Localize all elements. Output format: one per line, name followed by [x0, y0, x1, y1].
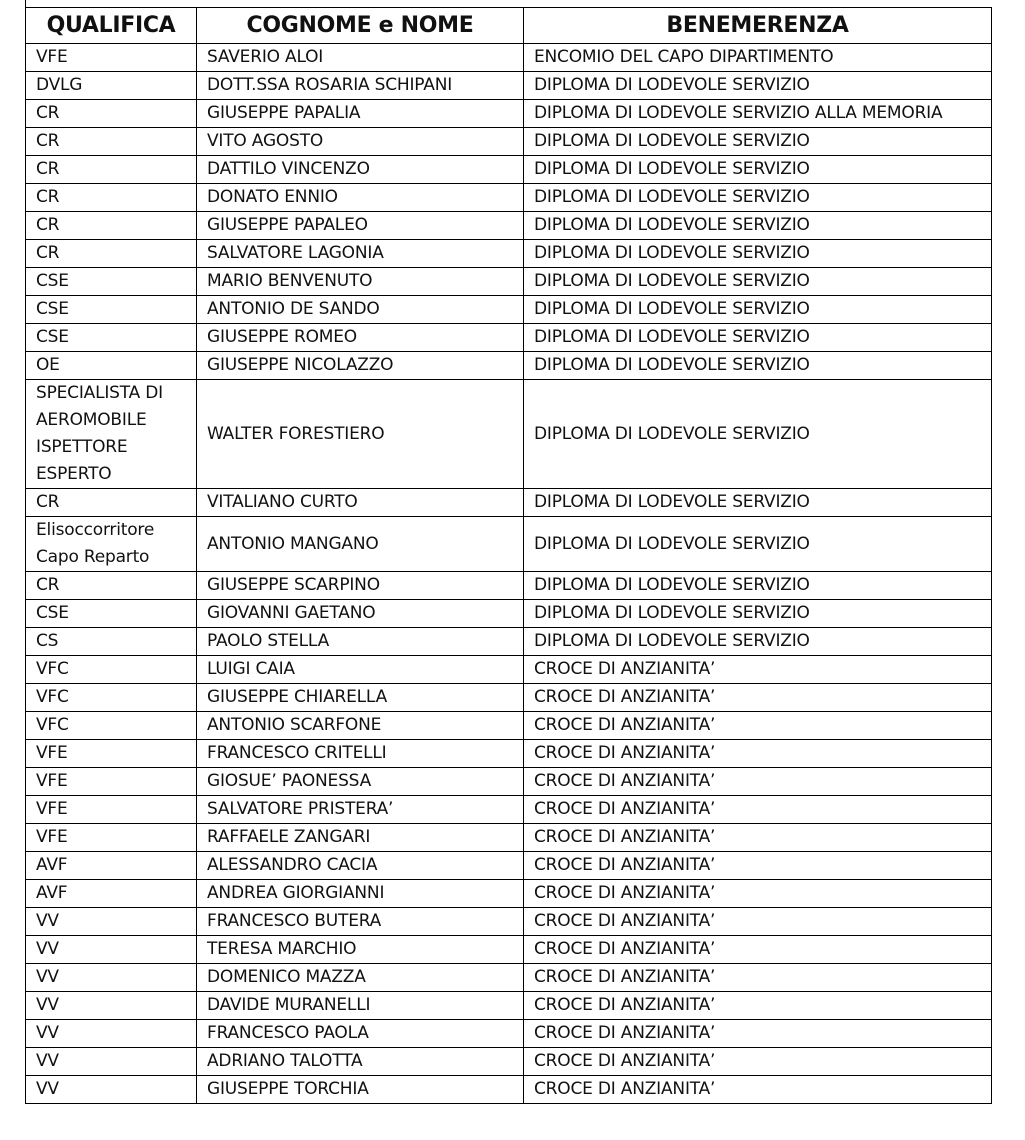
qualifica-cell: CR — [26, 156, 197, 184]
table-row — [26, 796, 992, 824]
benemerenza-cell: CROCE DI ANZIANITA’ — [524, 1048, 992, 1076]
qualifica-cell: VV — [26, 964, 197, 992]
table-row — [26, 212, 992, 240]
table-row — [26, 44, 992, 72]
table-row — [26, 1020, 992, 1048]
table-row — [26, 184, 992, 212]
qualifica-cell: VV — [26, 908, 197, 936]
table-row — [26, 656, 992, 684]
table-row — [26, 100, 992, 128]
name-cell: GIUSEPPE TORCHIA — [197, 1076, 524, 1104]
benemerenza-cell: CROCE DI ANZIANITA’ — [524, 1020, 992, 1048]
name-cell: GIUSEPPE PAPALIA — [197, 100, 524, 128]
name-cell: ADRIANO TALOTTA — [197, 1048, 524, 1076]
qualifica-cell: VV — [26, 1076, 197, 1104]
name-cell: ANTONIO SCARFONE — [197, 712, 524, 740]
table-row — [26, 324, 992, 352]
name-cell: ALESSANDRO CACIA — [197, 852, 524, 880]
benemerenza-cell: DIPLOMA DI LODEVOLE SERVIZIO — [524, 184, 992, 212]
table-row — [26, 712, 992, 740]
header-cognome-nome: COGNOME e NOME — [197, 8, 524, 44]
name-cell: SAVERIO ALOI — [197, 44, 524, 72]
qualifica-cell: CSE — [26, 324, 197, 352]
table-row — [26, 684, 992, 712]
table-row — [26, 992, 992, 1020]
name-cell: ANTONIO DE SANDO — [197, 296, 524, 324]
benemerenza-cell: CROCE DI ANZIANITA’ — [524, 740, 992, 768]
name-cell: DAVIDE MURANELLI — [197, 992, 524, 1020]
benemerenza-cell: CROCE DI ANZIANITA’ — [524, 684, 992, 712]
table-row — [26, 964, 992, 992]
benemerenza-cell: DIPLOMA DI LODEVOLE SERVIZIO — [524, 600, 992, 628]
table-row — [26, 768, 992, 796]
qualifica-cell: VFC — [26, 684, 197, 712]
qualifica-cell: CR — [26, 489, 197, 517]
qualifica-cell: CSE — [26, 600, 197, 628]
name-cell: DOTT.SSA ROSARIA SCHIPANI — [197, 72, 524, 100]
name-cell: DATTILO VINCENZO — [197, 156, 524, 184]
name-cell: FRANCESCO BUTERA — [197, 908, 524, 936]
benemerenza-cell: CROCE DI ANZIANITA’ — [524, 656, 992, 684]
benemerenza-cell: CROCE DI ANZIANITA’ — [524, 768, 992, 796]
name-cell: RAFFAELE ZANGARI — [197, 824, 524, 852]
qualifica-cell: VV — [26, 1048, 197, 1076]
qualifica-cell: VV — [26, 1020, 197, 1048]
name-cell: SALVATORE PRISTERA’ — [197, 796, 524, 824]
benemerenza-cell: DIPLOMA DI LODEVOLE SERVIZIO — [524, 296, 992, 324]
benemerenza-cell: CROCE DI ANZIANITA’ — [524, 992, 992, 1020]
benemerenza-cell: DIPLOMA DI LODEVOLE SERVIZIO — [524, 628, 992, 656]
benemerenza-cell: DIPLOMA DI LODEVOLE SERVIZIO — [524, 240, 992, 268]
table-row — [26, 880, 992, 908]
benemerenza-cell: DIPLOMA DI LODEVOLE SERVIZIO — [524, 572, 992, 600]
name-cell: FRANCESCO PAOLA — [197, 1020, 524, 1048]
benemerenza-cell: DIPLOMA DI LODEVOLE SERVIZIO — [524, 156, 992, 184]
qualifica-cell: VFE — [26, 768, 197, 796]
name-cell: DONATO ENNIO — [197, 184, 524, 212]
table-row — [26, 296, 992, 324]
qualifica-cell: VV — [26, 936, 197, 964]
qualifica-cell: CR — [26, 572, 197, 600]
benemerenza-cell: DIPLOMA DI LODEVOLE SERVIZIO — [524, 268, 992, 296]
table-row — [26, 824, 992, 852]
name-cell: GIOVANNI GAETANO — [197, 600, 524, 628]
table-row — [26, 628, 992, 656]
qualifica-cell: VFE — [26, 824, 197, 852]
qualifica-cell: VV — [26, 992, 197, 1020]
benemerenza-cell: DIPLOMA DI LODEVOLE SERVIZIO — [524, 324, 992, 352]
benemerenza-cell: CROCE DI ANZIANITA’ — [524, 1076, 992, 1104]
benemerenza-cell: DIPLOMA DI LODEVOLE SERVIZIO — [524, 72, 992, 100]
header-qualifica: QUALIFICA — [26, 8, 197, 44]
qualifica-cell: VFC — [26, 656, 197, 684]
name-cell: GIOSUE’ PAONESSA — [197, 768, 524, 796]
qualifica-cell: OE — [26, 352, 197, 380]
benemerenza-cell: CROCE DI ANZIANITA’ — [524, 796, 992, 824]
name-cell: TERESA MARCHIO — [197, 936, 524, 964]
table-row — [26, 852, 992, 880]
qualifica-cell: VFE — [26, 44, 197, 72]
qualifica-cell: Elisoccorritore Capo Reparto — [26, 517, 197, 572]
table-row — [26, 72, 992, 100]
qualifica-cell: CR — [26, 184, 197, 212]
name-cell: MARIO BENVENUTO — [197, 268, 524, 296]
qualifica-cell: CR — [26, 212, 197, 240]
table-row — [26, 268, 992, 296]
table-row — [26, 156, 992, 184]
name-cell: WALTER FORESTIERO — [197, 380, 524, 489]
table-row — [26, 1076, 992, 1104]
name-cell: PAOLO STELLA — [197, 628, 524, 656]
name-cell: VITALIANO CURTO — [197, 489, 524, 517]
table-row — [26, 489, 992, 517]
qualifica-cell: SPECIALISTA DI AEROMOBILE ISPETTORE ESPERTO — [26, 380, 197, 489]
name-cell: FRANCESCO CRITELLI — [197, 740, 524, 768]
table-row — [26, 1048, 992, 1076]
benemerenza-cell: CROCE DI ANZIANITA’ — [524, 880, 992, 908]
qualifica-cell: CR — [26, 100, 197, 128]
table-row — [26, 572, 992, 600]
qualifica-cell: DVLG — [26, 72, 197, 100]
name-cell: LUIGI CAIA — [197, 656, 524, 684]
table-row — [26, 380, 992, 489]
qualifica-cell: AVF — [26, 852, 197, 880]
benemerenza-cell: CROCE DI ANZIANITA’ — [524, 964, 992, 992]
benemerenza-cell: DIPLOMA DI LODEVOLE SERVIZIO ALLA MEMORIA — [524, 100, 992, 128]
name-cell: GIUSEPPE NICOLAZZO — [197, 352, 524, 380]
qualifica-cell: CR — [26, 128, 197, 156]
name-cell: SALVATORE LAGONIA — [197, 240, 524, 268]
qualifica-cell: CR — [26, 240, 197, 268]
benemerenza-cell: ENCOMIO DEL CAPO DIPARTIMENTO — [524, 44, 992, 72]
qualifica-cell: CS — [26, 628, 197, 656]
benemerenza-cell: DIPLOMA DI LODEVOLE SERVIZIO — [524, 517, 992, 572]
benemerenza-cell: DIPLOMA DI LODEVOLE SERVIZIO — [524, 352, 992, 380]
benemerenza-cell: CROCE DI ANZIANITA’ — [524, 936, 992, 964]
name-cell: GIUSEPPE ROMEO — [197, 324, 524, 352]
honors-table — [25, 7, 992, 1104]
header-benemerenza: BENEMERENZA — [524, 8, 992, 44]
benemerenza-cell: CROCE DI ANZIANITA’ — [524, 824, 992, 852]
benemerenza-cell: CROCE DI ANZIANITA’ — [524, 908, 992, 936]
benemerenza-cell: DIPLOMA DI LODEVOLE SERVIZIO — [524, 489, 992, 517]
table-row — [26, 240, 992, 268]
qualifica-cell: CSE — [26, 268, 197, 296]
benemerenza-cell: DIPLOMA DI LODEVOLE SERVIZIO — [524, 212, 992, 240]
qualifica-cell: CSE — [26, 296, 197, 324]
name-cell: GIUSEPPE PAPALEO — [197, 212, 524, 240]
qualifica-cell: AVF — [26, 880, 197, 908]
qualifica-cell: VFC — [26, 712, 197, 740]
table-row — [26, 128, 992, 156]
table-row — [26, 908, 992, 936]
table-body — [26, 44, 992, 1104]
name-cell: ANDREA GIORGIANNI — [197, 880, 524, 908]
name-cell: GIUSEPPE SCARPINO — [197, 572, 524, 600]
header-row — [26, 8, 992, 44]
table-row — [26, 740, 992, 768]
table-row — [26, 352, 992, 380]
benemerenza-cell: DIPLOMA DI LODEVOLE SERVIZIO — [524, 128, 992, 156]
name-cell: ANTONIO MANGANO — [197, 517, 524, 572]
name-cell: VITO AGOSTO — [197, 128, 524, 156]
qualifica-cell: VFE — [26, 740, 197, 768]
qualifica-cell: VFE — [26, 796, 197, 824]
benemerenza-cell: CROCE DI ANZIANITA’ — [524, 712, 992, 740]
name-cell: GIUSEPPE CHIARELLA — [197, 684, 524, 712]
table-row — [26, 936, 992, 964]
benemerenza-cell: DIPLOMA DI LODEVOLE SERVIZIO — [524, 380, 992, 489]
benemerenza-cell: CROCE DI ANZIANITA’ — [524, 852, 992, 880]
name-cell: DOMENICO MAZZA — [197, 964, 524, 992]
table-row — [26, 600, 992, 628]
table-row — [26, 517, 992, 572]
